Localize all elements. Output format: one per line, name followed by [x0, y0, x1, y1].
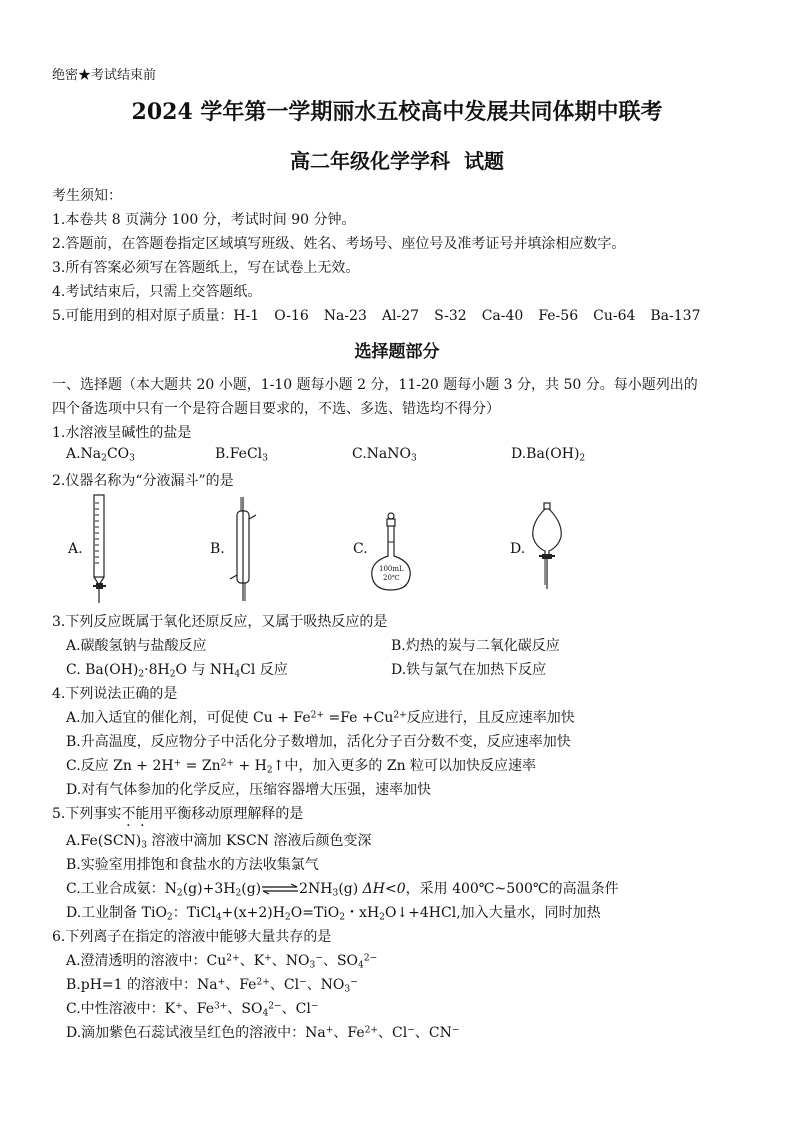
burette-icon — [80, 493, 120, 605]
notice-heading: 考生须知： — [52, 188, 122, 204]
atomic-masses — [52, 305, 700, 325]
q5-option-d: D.工业制备 TiO$_2$：$TiCl_4+(x+2)H_2O=TiO_2$・$xH_2O↓+4HCl$,加入大量水，同时加热 — [66, 905, 601, 923]
mass-o: O-16 — [274, 308, 309, 324]
instructions-line-2: 四个备选项中只有一个是符合题目要求的，不选、多选、错选均不得分） — [52, 401, 500, 417]
q2-label-d: D. — [510, 541, 526, 557]
notice-item-3: 3.所有答案必须写在答题纸上，写在试卷上无效。 — [52, 260, 360, 276]
q5-stem: 5.下列事实不能用平衡移动原理解释的是 — [52, 806, 304, 822]
notice-item-4: 4.考试结束后，只需上交答题纸。 — [52, 284, 262, 300]
q4-option-b: B.升高温度，反应物分子中活化分子数增加，活化分子百分数不变，反应速率加快 — [66, 734, 571, 750]
mass-ca: Ca-40 — [481, 308, 524, 324]
instructions-line-1: 一、选择题（本大题共 20 小题，1-10 题每小题 2 分，11-20 题每小题 3 分，共 50 分。每小题列出的 — [52, 377, 698, 393]
q3-option-a: A.碳酸氢钠与盐酸反应 — [66, 638, 207, 654]
mass-s: S-32 — [434, 308, 467, 324]
q1-stem: 1.水溶液呈碱性的盐是 — [52, 425, 192, 441]
separatory-funnel-icon — [527, 501, 567, 593]
q2-label-b: B. — [210, 541, 225, 557]
mass-cu: Cu-64 — [593, 308, 636, 324]
exam-title: 2024 学年第一学期丽水五校高中发展共同体期中联考 — [131, 99, 663, 125]
q5-emphasis-can: 能 — [135, 806, 150, 822]
q5-option-a: $A.Fe(SCN)_3$ 溶液中滴加 KSCN 溶液后颜色变深 — [66, 833, 372, 851]
notice-item-1: 1.本卷共 8 页满分 100 分，考试时间 90 分钟。 — [52, 212, 356, 228]
atomic-masses-label: 5.可能用到的相对原子质量： — [52, 308, 234, 324]
mass-h: H-1 — [233, 308, 260, 324]
mass-na: Na-23 — [323, 308, 367, 324]
q1-option-d: $D.Ba(OH)_2$ — [511, 446, 586, 464]
q2-stem: 2.仪器名称为“分液漏斗”的是 — [52, 473, 234, 489]
q1-option-c: C.NaNO$_3$ — [352, 446, 417, 464]
mass-al: Al-27 — [381, 308, 420, 324]
flask-temp-label: 20℃ — [383, 574, 400, 582]
equilibrium-arrow-icon — [261, 884, 299, 894]
q3-option-c: C. $Ba(OH)_2\cdot 8H_2O$ 与 $NH_4Cl$ 反应 — [66, 662, 288, 680]
q5-option-b: B.实验室用排饱和食盐水的方法收集氯气 — [66, 857, 319, 873]
q4-option-c: C.反应 $Zn + 2H^+ = Zn^{2+}$ + $H_2↑$中，加入更多的 Zn 粒可以加快反应速率 — [66, 758, 537, 776]
condenser-icon — [228, 497, 258, 601]
secret-notice: 绝密★考试结束前 — [52, 68, 157, 83]
q3-option-d: D.铁与氯气在加热下反应 — [391, 662, 547, 678]
q2-label-a: A. — [68, 541, 83, 557]
flask-volume-label: 100mL — [379, 565, 404, 573]
q6-option-d: D.滴加紫色石蕊试液呈红色的溶液中：Na+、$Fe^{2+}$、Cl−、CN− — [66, 1025, 460, 1041]
q1-option-a: $A.Na_2CO_3$ — [66, 446, 135, 464]
q3-option-b: B.灼热的炭与二氧化碳反应 — [391, 638, 560, 654]
q4-option-d: D.对有气体参加的化学反应，压缩容器增大压强，速率加快 — [66, 782, 432, 798]
mass-fe: Fe-56 — [538, 308, 579, 324]
q4-stem: 4.下列说法正确的是 — [52, 686, 178, 702]
q5-emphasis-not: 不 — [121, 806, 136, 822]
q6-stem: 6.下列离子在指定的溶液中能够大量共存的是 — [52, 929, 332, 945]
q6-option-b: B.pH=1 的溶液中：Na+、$Fe^{2+}$、Cl−、$NO_3^-$ — [66, 977, 358, 995]
q1-option-b: B.FeCl$_3$ — [215, 446, 268, 464]
mass-ba: Ba-137 — [650, 308, 701, 324]
q4-option-a: A.加入适宜的催化剂，可促使 $Cu + Fe^{2+} =Fe +Cu^{2+}$反应进行，且反应速率加快 — [66, 710, 575, 726]
q5-option-c: C.工业合成氨：$N_2(g)+3H_2(g)$ $2NH_3(g)$ ΔH<0，采用 400℃~500℃的高温条件 — [66, 881, 619, 899]
exam-subtitle: 高二年级化学学科 试题 — [290, 149, 504, 173]
notice-item-2: 2.答题前，在答题卷指定区域填写班级、姓名、考场号、座位号及准考证号并填涂相应数字。 — [52, 236, 626, 252]
section-title: 选择题部分 — [354, 342, 440, 362]
q3-stem: 3.下列反应既属于氧化还原反应，又属于吸热反应的是 — [52, 614, 388, 630]
q6-option-a: A.澄清透明的溶液中：$Cu^{2+}$、K+、$NO_3^-$、$SO_4^{2-}$ — [66, 953, 378, 971]
q6-option-c: C.中性溶液中：K+、$Fe^{3+}$、$SO_4^{2-}$、Cl− — [66, 1001, 319, 1019]
q2-label-c: C. — [353, 541, 368, 557]
